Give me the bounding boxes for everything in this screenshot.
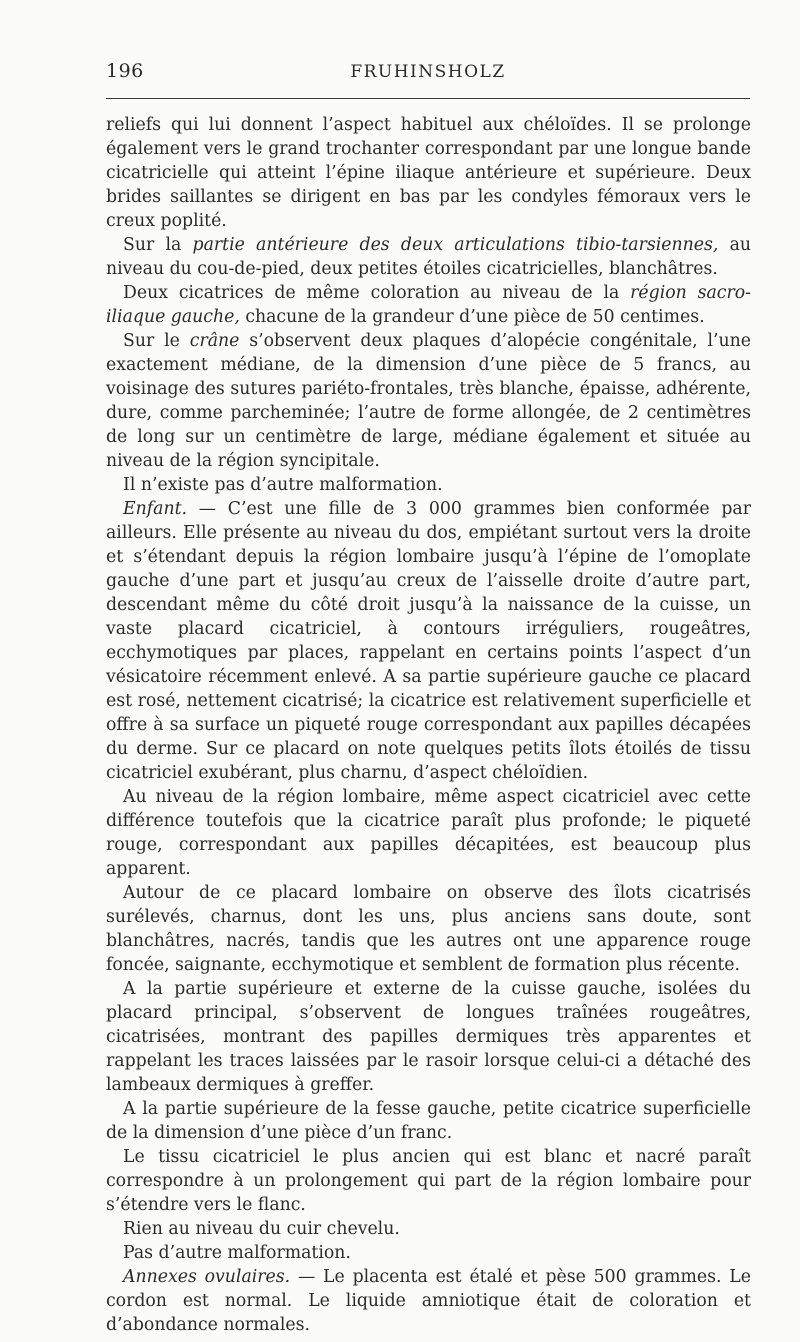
page-header bbox=[106, 58, 750, 99]
page-number: 196 bbox=[106, 60, 144, 82]
section-heading-enfant: Enfant. bbox=[123, 499, 188, 519]
paragraph: A la partie supérieure et externe de la cuisse gauche, isolées du placard principal, s’observent de longues traînées rougeâtres, cicatrisées, montrant des papilles dermiques très apparentes et rappelant les traces laissées par le rasoir lorsque celui-ci a détaché des lambeaux dermiques à greffer. bbox=[106, 979, 751, 1095]
body-text bbox=[106, 113, 751, 1337]
paragraph: A la partie supérieure de la fesse gauche, petite cicatrice superficielle de la dimension d’une pièce d’un franc. bbox=[106, 1099, 751, 1143]
paragraph: Sur le crâne s’observent deux plaques d’alopécie congénitale, l’une exactement médiane, de la dimension d’une pièce de 5 francs, au voisinage des sutures pariéto-frontales, très blanche, épaisse, adhérente, dure, comme parcheminée; l’autre de forme allongée, de 2 centimètres de long sur un centimètre de large, médiane également et située au niveau de la région syncipitale. bbox=[106, 331, 751, 471]
paragraph: Rien au niveau du cuir chevelu. bbox=[123, 1219, 400, 1239]
italic-term: crâne bbox=[189, 331, 240, 351]
italic-term: partie antérieure des deux articulations tibio-tarsiennes, bbox=[192, 235, 719, 255]
paragraph: Deux cicatrices de même coloration au niveau de la région sacro-iliaque gauche, chacune de la grandeur d’une pièce de 50 centimes. bbox=[106, 283, 751, 327]
paragraph: Pas d’autre malformation. bbox=[123, 1243, 351, 1263]
paragraph: Au niveau de la région lombaire, même aspect cicatriciel avec cette différence toutefois que la cicatrice paraît plus profonde; le piqueté rouge, correspondant aux papilles décapitées, est beaucoup plus apparent. bbox=[106, 787, 751, 879]
paragraph: Annexes ovulaires. — Le placenta est étalé et pèse 500 grammes. Le cordon est normal. Le liquide amniotique était de coloration et d’abondance normales. bbox=[106, 1267, 751, 1335]
section-heading-annexes: Annexes ovulaires. bbox=[123, 1267, 291, 1287]
paragraph: Il n’existe pas d’autre malformation. bbox=[123, 475, 443, 495]
paragraph: reliefs qui lui donnent l’aspect habituel aux chéloïdes. Il se prolonge également vers le grand trochanter correspondant par une longue bande cicatricielle qui atteint l’épine iliaque antérieure et supérieure. Deux brides saillantes se dirigent en bas par les condyles fémoraux vers le creux poplité. bbox=[106, 115, 751, 231]
paragraph: Sur la partie antérieure des deux articulations tibio-tarsiennes, au niveau du cou-de-pied, deux petites étoiles cicatricielles, blanchâtres. bbox=[106, 235, 751, 279]
running-head: FRUHINSHOLZ bbox=[350, 62, 506, 82]
paragraph: Le tissu cicatriciel le plus ancien qui est blanc et nacré paraît correspondre à un prolongement qui part de la région lombaire pour s’étendre vers le flanc. bbox=[106, 1147, 751, 1215]
italic-term: région sacro-iliaque gauche, bbox=[106, 283, 751, 327]
paragraph: Enfant. — C’est une fille de 3 000 grammes bien conformée par ailleurs. Elle présente au niveau du dos, empiétant surtout vers la droite et s’étendant depuis la région lombaire jusqu’à l’épine de l’omoplate gauche d’une part et jusqu’au creux de l’aisselle droite d’autre part, descendant même du côté droit jusqu’à la naissance de la cuisse, un vaste placard cicatriciel, à contours irréguliers, rougeâtres, ecchymotiques par places, rappelant en certains points l’aspect d’un vésicatoire récemment enlevé. A sa partie supérieure gauche ce placard est rosé, nettement cicatrisé; la cicatrice est relativement superficielle et offre à sa surface un piqueté rouge correspondant aux papilles décapées du derme. Sur ce placard on note quelques petits îlots étoilés de tissu cicatriciel exubérant, plus charnu, d’aspect chéloïdien. bbox=[106, 499, 751, 783]
paragraph: Autour de ce placard lombaire on observe des îlots cicatrisés surélevés, charnus, dont les uns, plus anciens sans doute, sont blanchâtres, nacrés, tandis que les autres ont une apparence rouge foncée, saignante, ecchymotique et semblent de formation plus récente. bbox=[106, 883, 751, 975]
